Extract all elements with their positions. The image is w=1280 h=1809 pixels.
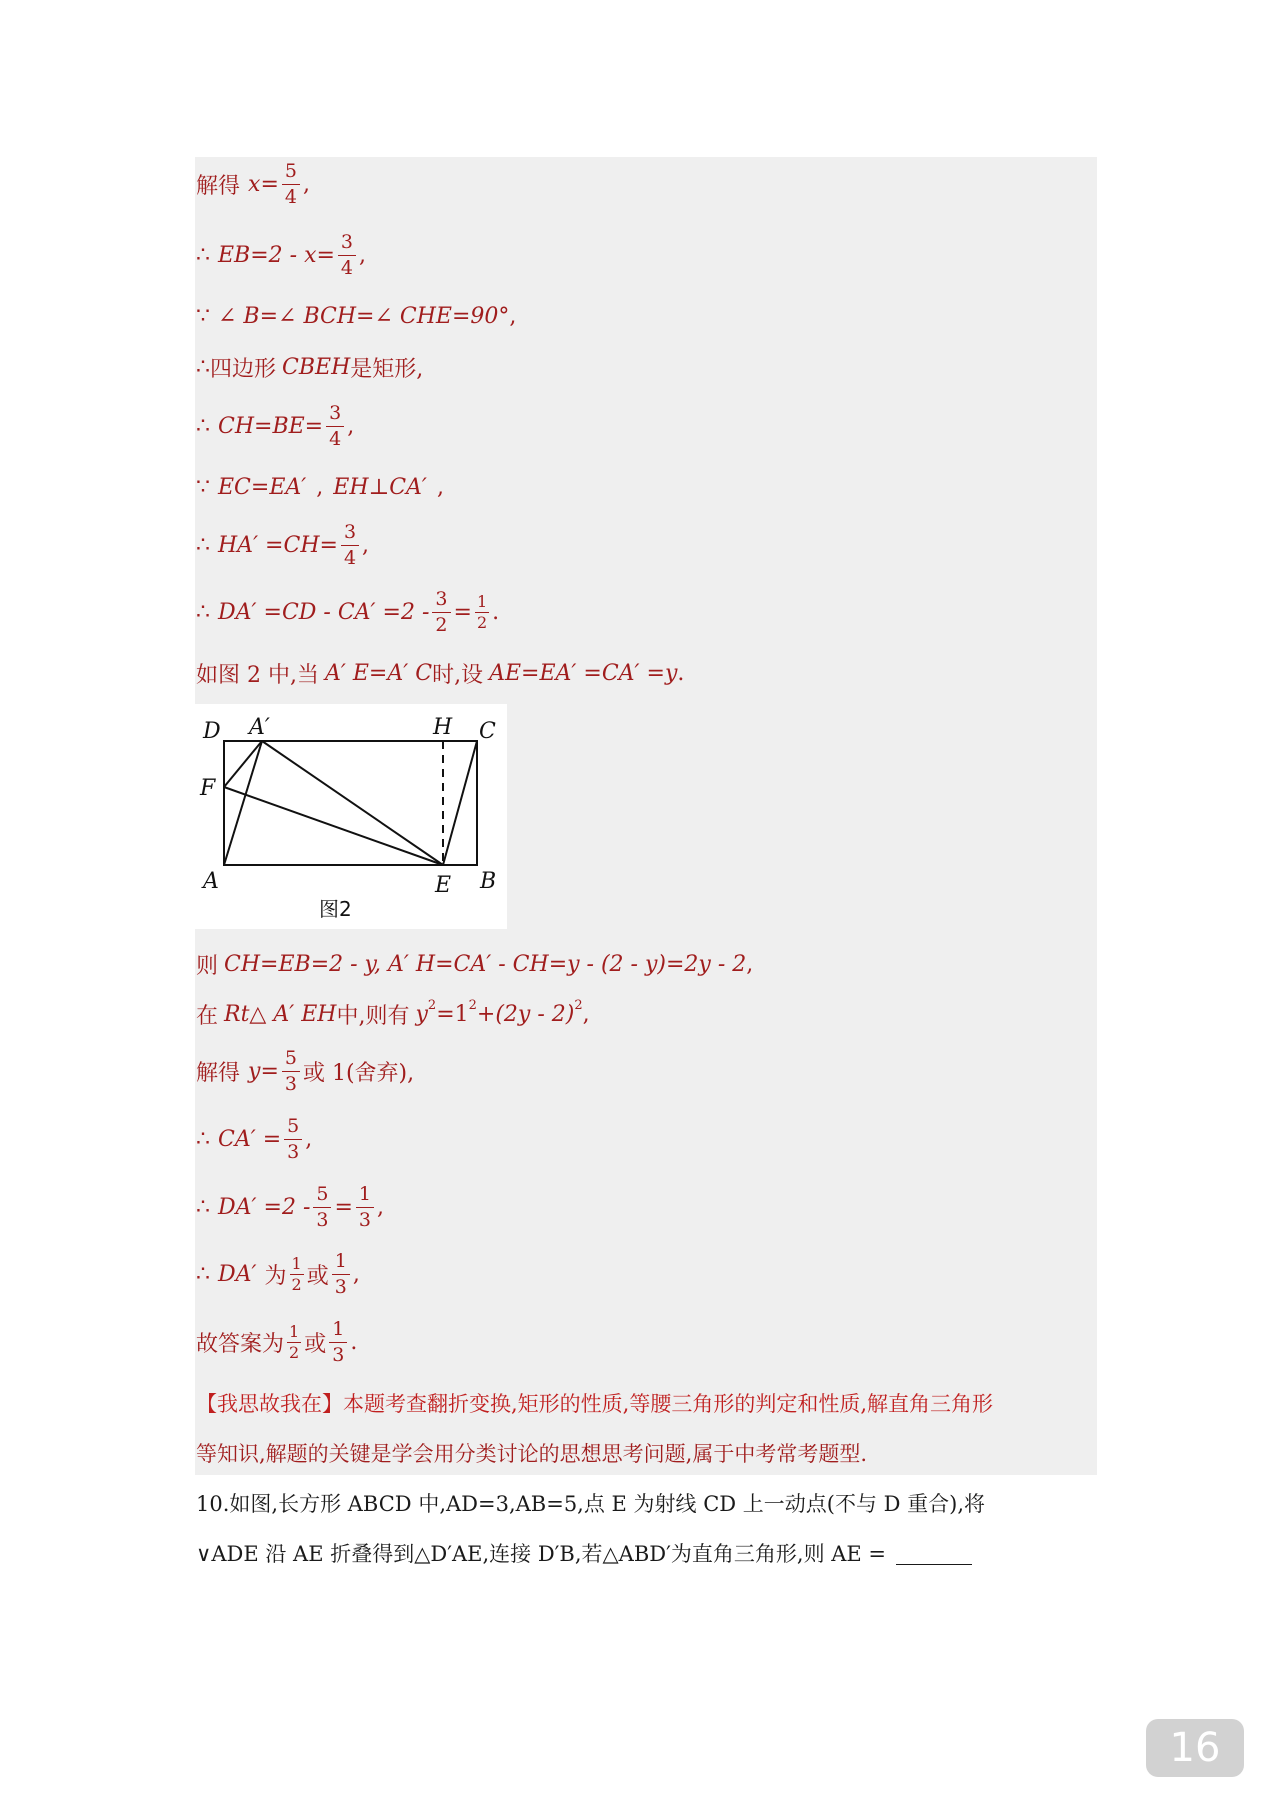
solution-line-8: ∴ DA′ =CD - CA′ =2 - $\frac{3}{2}$ = $\frac{1}{2}$ . [196, 587, 500, 636]
solution-line-14: ∴ DA′ =2 - $\frac{5}{3}$ = $\frac{1}{3}$ , [196, 1182, 384, 1231]
segment-Aprime-E [262, 741, 443, 865]
solution-line-4 [196, 352, 423, 382]
text: 如图 2 中,当 [196, 662, 319, 688]
solution-line-15: ∴ DA′ 为 $\frac{1}{2}$ 或 $\frac{1}{3}$ , [196, 1249, 360, 1298]
text: 在 [196, 1003, 219, 1029]
solution-line-12 [196, 1045, 414, 1097]
label-E: E [435, 873, 452, 898]
math-expression: DA′ [218, 1261, 257, 1287]
var-x: x [248, 171, 261, 197]
label-A: A [203, 869, 219, 894]
fraction: $\frac{3}{4}$ [326, 404, 344, 449]
figure-caption: 图2 [319, 897, 352, 921]
text: 是矩形, [350, 356, 424, 382]
label-F: F [200, 776, 216, 801]
math-expression: y= [248, 1058, 279, 1084]
fraction: $\frac{5}{3}$ [284, 1117, 302, 1162]
text: 则 [196, 953, 219, 979]
segment-Aprime-F [224, 741, 262, 787]
page-number-badge: 16 [1146, 1719, 1244, 1777]
text: 或 1(舍弃), [302, 1060, 415, 1086]
commentary-line-2: 等知识,解题的关键是学会用分类讨论的思想思考问题,属于中考常考题型. [196, 1442, 868, 1466]
fraction: $\frac{3}{4}$ [338, 233, 356, 278]
equals: = [260, 171, 279, 197]
solution-line-10: 则 CH=EB=2 - y, A′ H=CA′ - CH=y - (2 - y)=2y - 2 , [196, 949, 753, 979]
segment-E-C [443, 741, 477, 865]
label-H: H [433, 715, 453, 740]
math-expression: CA′ = [218, 1126, 282, 1152]
solution-line-3: ∵ ∠ B=∠ BCH=∠ CHE=90° , [196, 303, 517, 329]
math-expression: A′ E=A′ C [324, 660, 433, 686]
fraction: $\frac{5}{4}$ [282, 162, 300, 207]
text: 四边形 [210, 356, 277, 382]
fraction: $\frac{5}{3}$ [313, 1185, 331, 1230]
label-B: B [480, 869, 497, 894]
fraction: $\frac{1}{3}$ [329, 1320, 347, 1365]
therefore-symbol: ∴ [196, 242, 210, 268]
math-expression: EB=2 - x= [218, 242, 335, 268]
fraction: $\frac{1}{3}$ [356, 1185, 374, 1230]
segment-A-Aprime [224, 741, 262, 865]
solution-line-7: ∴ HA′ =CH= $\frac{3}{4}$ , [196, 520, 370, 569]
therefore-symbol: ∴ [196, 1261, 210, 1287]
label-D: D [203, 719, 221, 744]
answer-blank [896, 1542, 972, 1565]
fraction: $\frac{1}{2}$ [289, 1321, 300, 1362]
therefore-symbol: ∴ [196, 599, 210, 625]
math-expression: HA′ =CH= [218, 532, 338, 558]
fraction: $\frac{3}{4}$ [341, 523, 359, 568]
fraction: $\frac{3}{2}$ [432, 590, 450, 635]
because-symbol: ∵ [196, 474, 210, 500]
problem-text: ∨ADE 沿 AE 折叠得到△D′AE,连接 D′B,若△ABD′为直角三角形,则 AE = [196, 1542, 887, 1566]
solution-line-16: 故答案为 $\frac{1}{2}$ 或 $\frac{1}{3}$ . [196, 1317, 358, 1366]
text: 解得 [196, 1060, 241, 1086]
commentary-line-1: 【我思故我在】本题考查翻折变换,矩形的性质,等腰三角形的判定和性质,解直角三角形 [196, 1392, 994, 1416]
segment-F-E [224, 787, 443, 865]
math-expression: DA′ =CD - CA′ =2 - [218, 599, 430, 625]
answer-label: 故答案为 [196, 1331, 285, 1357]
because-symbol: ∵ [196, 303, 210, 329]
rectangle-ABCD [224, 741, 477, 865]
fraction: $\frac{5}{3}$ [282, 1049, 300, 1094]
fraction: $\frac{1}{3}$ [332, 1252, 350, 1297]
math-expression: ∠ B=∠ BCH=∠ CHE=90° [218, 303, 510, 329]
solution-line-11: 在 Rt△ A′ EH 中,则有 y 2 =1 2 +(2y - 2) 2 , [196, 997, 590, 1029]
math-expression: EC=EA′ [218, 474, 307, 500]
label-C: C [479, 719, 496, 744]
math-expression: AE=EA′ =CA′ =y [489, 660, 678, 686]
math-expression: Rt△ A′ EH [224, 1001, 337, 1027]
quadrilateral-name: CBEH [282, 354, 351, 380]
solution-line-1: 解得 x = $\frac{5}{4}$ , [196, 159, 310, 208]
fraction: $\frac{1}{2}$ [476, 591, 488, 632]
therefore-symbol: ∴ [196, 413, 210, 439]
solution-line-2: ∴ EB=2 - x= $\frac{3}{4}$ , [196, 230, 367, 279]
math-expression: DA′ =2 - [218, 1194, 311, 1220]
solution-line-9: 如图 2 中,当 A′ E=A′ C 时,设 AE=EA′ =CA′ =y . [196, 658, 684, 688]
therefore-symbol: ∴ [196, 354, 210, 380]
therefore-symbol: ∴ [196, 1126, 210, 1152]
math-expression: CH=EB=2 - y, A′ H=CA′ - CH=y - (2 - y)=2y - 2 [224, 951, 747, 977]
solution-line-13: ∴ CA′ = $\frac{5}{3}$ , [196, 1114, 313, 1163]
solution-line-6: ∵ EC=EA′ , EH⊥CA′ , [196, 474, 444, 500]
therefore-symbol: ∴ [196, 1194, 210, 1220]
problem-10-line-1: 10.如图,长方形 ABCD 中,AD=3,AB=5,点 E 为射线 CD 上一动点(不与 D 重合),将 [196, 1492, 986, 1516]
problem-10-line-2 [196, 1538, 972, 1568]
text: 解得 [196, 173, 241, 199]
label-A-prime: A′ [249, 715, 270, 740]
text: 中,则有 [336, 1003, 410, 1029]
solution-line-5: ∴ CH=BE= $\frac{3}{4}$ , [196, 401, 355, 450]
geometry-figure [195, 704, 507, 929]
fraction: $\frac{1}{2}$ [291, 1253, 302, 1294]
therefore-symbol: ∴ [196, 532, 210, 558]
text: 时,设 [432, 662, 484, 688]
math-expression: CH=BE= [218, 413, 324, 439]
math-expression: EH⊥CA′ [333, 474, 427, 500]
